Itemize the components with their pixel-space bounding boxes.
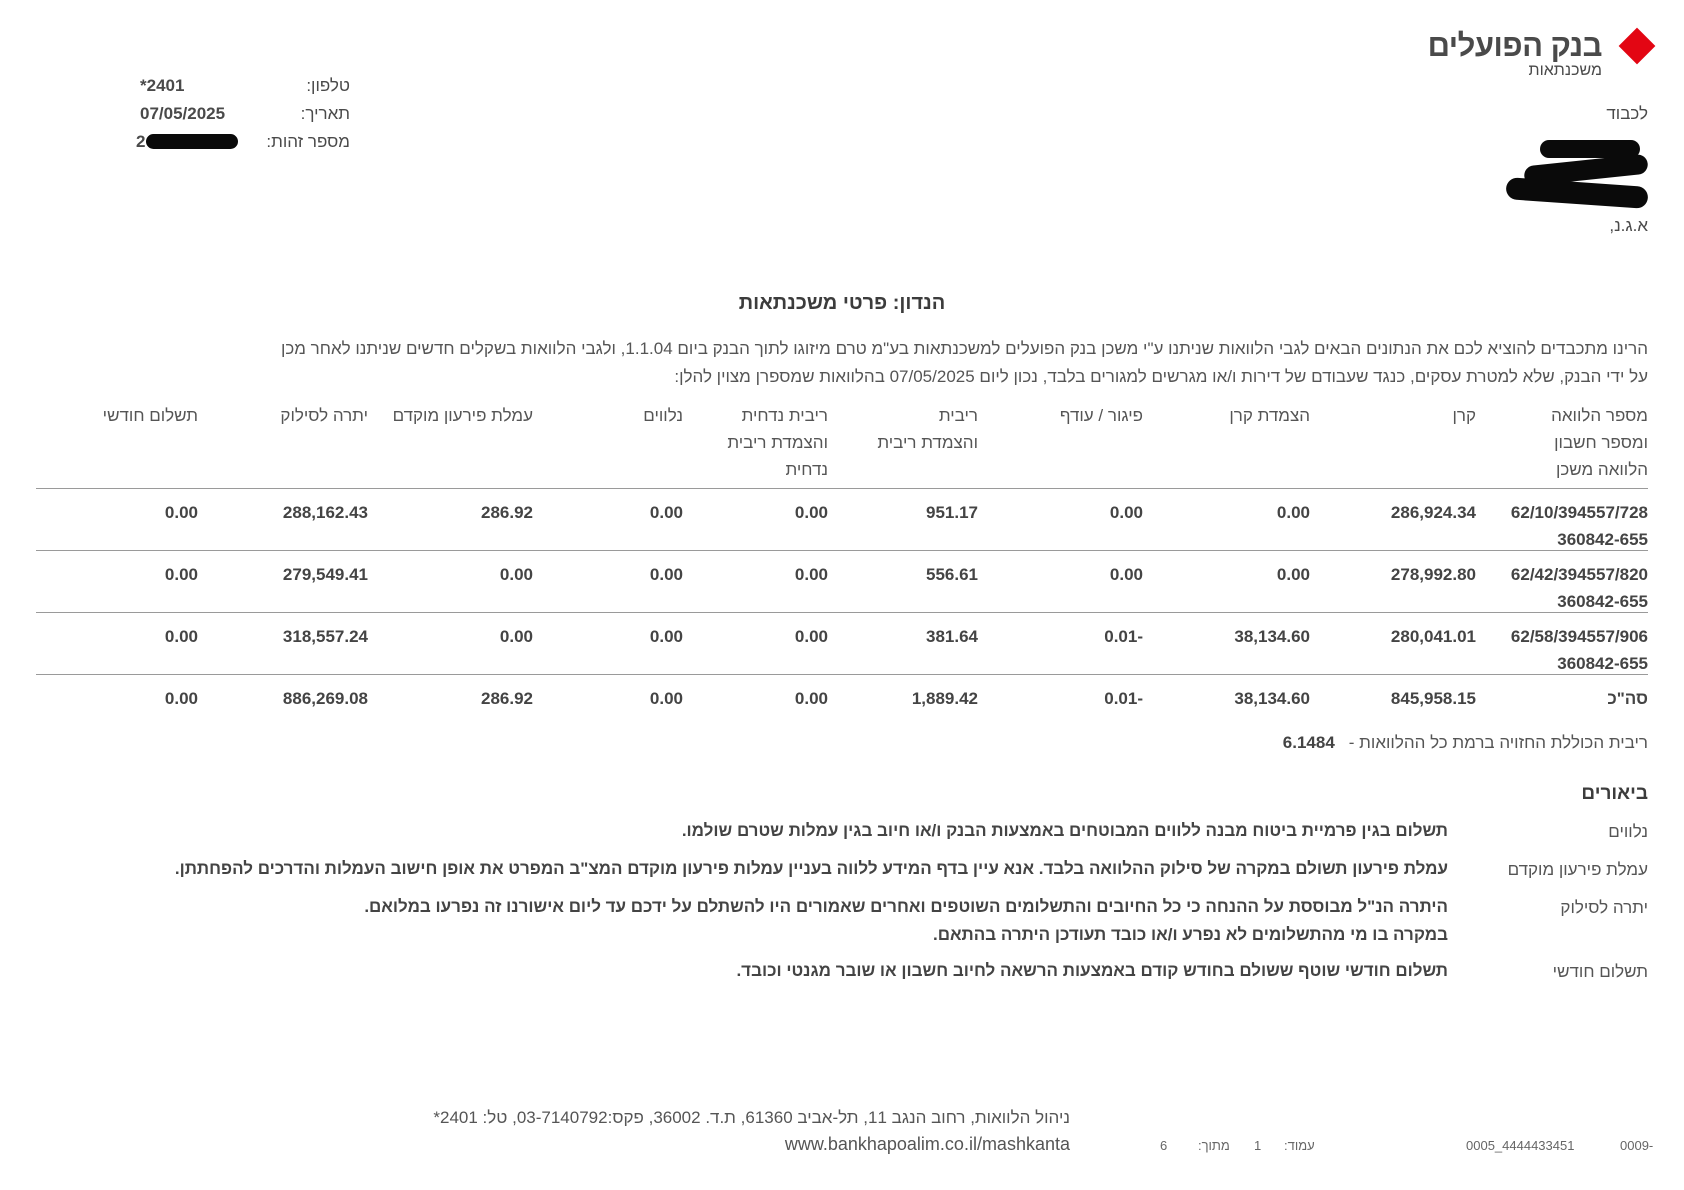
table-body xyxy=(36,489,1648,719)
column-header xyxy=(383,402,533,429)
column-header xyxy=(828,402,978,456)
total-row xyxy=(36,675,1648,719)
explanation-definition xyxy=(68,893,1448,949)
table-cell: 38,134.60 xyxy=(1234,627,1310,646)
total-label: סה"כ xyxy=(1607,689,1648,708)
salutation: לכבוד xyxy=(1606,104,1648,123)
explanation-definition xyxy=(68,957,1448,985)
table-cell: 286.92 xyxy=(481,503,533,522)
total-rate xyxy=(1283,733,1648,753)
column-header xyxy=(38,402,198,429)
total-cell: 38,134.60 xyxy=(1234,689,1310,708)
loan-id-cell xyxy=(1478,561,1648,615)
table-cell: 0.00 xyxy=(164,627,198,646)
redacted-line xyxy=(1448,188,1648,216)
column-header xyxy=(1311,402,1476,429)
account-number: 360842-655 xyxy=(1557,592,1648,611)
column-header-line: והצמדת ריבית xyxy=(727,433,828,452)
column-header xyxy=(978,402,1143,429)
loan-id-cell xyxy=(1478,499,1648,553)
explanation-term: נלווים xyxy=(1608,822,1648,841)
total-cell: 0.00 xyxy=(794,689,828,708)
table-cell: 0.00 xyxy=(794,627,828,646)
column-header-line: ומספר חשבון xyxy=(1554,433,1648,452)
column-header xyxy=(1478,402,1648,483)
table-cell: 286,924.34 xyxy=(1390,503,1476,522)
column-header-line: הצמדת קרן xyxy=(1229,406,1310,425)
date-value: 07/05/2025 xyxy=(140,104,226,123)
table-cell: 0.00 xyxy=(1276,503,1310,522)
footer-address: ניהול הלוואות, רחוב הנגב 11, תל-אביב 61360, ת.ד. 36002, פקס:03-7140792, טל: 2401* xyxy=(433,1108,1070,1127)
definition-line: תשלום בגין פרמיית ביטוח מבנה ללווים המבוטחים באמצעות הבנק ו/או חיוב בגין עמלות שטרם שולמו. xyxy=(681,821,1448,840)
column-header xyxy=(533,402,683,429)
column-header-line: ריבית נדחית xyxy=(741,406,828,425)
column-header-line: נדחית xyxy=(785,460,828,479)
explanation-term: עמלת פירעון מוקדם xyxy=(1507,860,1648,879)
table-cell: 0.00 xyxy=(649,627,683,646)
loan-number: 62/42/394557/820 xyxy=(1510,565,1648,584)
closing: א.ג.נ, xyxy=(1609,216,1648,235)
loan-id-cell xyxy=(1478,623,1648,677)
column-header-line: יתרה לסילוק xyxy=(280,406,368,425)
doc-code: -0009 xyxy=(1620,1138,1654,1153)
table-cell: 951.17 xyxy=(926,503,978,522)
total-cell: 886,269.08 xyxy=(282,689,368,708)
table-cell: 0.00 xyxy=(164,503,198,522)
logo-subtitle: משכנתאות xyxy=(1528,62,1602,79)
table-cell: 0.00 xyxy=(794,565,828,584)
id-value: 2 xyxy=(136,132,146,151)
total-cell: 0.01- xyxy=(1104,689,1143,708)
phone-row xyxy=(140,76,350,104)
table-row xyxy=(36,551,1648,613)
table-header xyxy=(36,402,1648,489)
table-cell: 0.00 xyxy=(164,565,198,584)
definition-line: תשלום חודשי שוטף ששולם בחודש קודם באמצעות הרשאה לחיוב חשבון או שובר מגנטי וכובד. xyxy=(736,961,1448,980)
rate-value: 6.1484 xyxy=(1282,733,1335,752)
table-cell: 0.00 xyxy=(499,627,533,646)
column-header-line: עמלת פירעון מוקדם xyxy=(392,406,533,425)
table-cell: 0.00 xyxy=(794,503,828,522)
loans-table xyxy=(36,402,1648,719)
column-header-line: קרן xyxy=(1452,406,1476,425)
explanation-term: תשלום חודשי xyxy=(1552,962,1648,981)
column-header xyxy=(208,402,368,429)
table-cell: 279,549.41 xyxy=(282,565,368,584)
table-cell: 318,557.24 xyxy=(282,627,368,646)
total-cell: 0.00 xyxy=(164,689,198,708)
intro-line-2: על ידי הבנק, שלא למטרת עסקים, כנגד שעבודם של דירות ו/או מגרשים למגורים בלבד, נכון ליום 07/05/2025 בהלוואות שמספרן מצוין להלן: xyxy=(674,367,1648,386)
date-row xyxy=(140,104,350,132)
table-row xyxy=(36,613,1648,675)
doc-number: 4444433451_0005 xyxy=(1466,1138,1575,1153)
footer-url: www.bankhapoalim.co.il/mashkanta xyxy=(784,1134,1070,1154)
of-value: 6 xyxy=(1160,1138,1168,1153)
explanation-definition xyxy=(68,855,1448,883)
explanation-term: יתרה לסילוק xyxy=(1560,898,1648,917)
loan-number: 62/10/394557/728 xyxy=(1510,503,1648,522)
subject-title: הנדון: פרטי משכנתאות xyxy=(738,292,946,314)
definition-line: במקרה בו מי מהתשלומים לא נפרע ו/או כובד תעודכן היתרה בהתאם. xyxy=(932,925,1448,944)
date-label: תאריך: xyxy=(300,104,350,123)
account-number: 360842-655 xyxy=(1557,530,1648,549)
definition-line: היתרה הנ"ל מבוססת על ההנחה כי כל החיובים והתשלומים השוטפים ואחרים שאמורים היו להשתלם על ידכם עד ליום אישורנו זה נפרעו במלואם. xyxy=(364,897,1448,916)
recipient-block xyxy=(1448,104,1648,244)
table-cell: 381.64 xyxy=(926,627,978,646)
total-cell: 1,889.42 xyxy=(911,689,978,708)
explanations-title: ביאורים xyxy=(1581,783,1648,804)
page-value: 1 xyxy=(1254,1138,1262,1153)
total-cell: 286.92 xyxy=(481,689,533,708)
id-row xyxy=(136,132,350,160)
table-cell: 556.61 xyxy=(926,565,978,584)
column-header-line: פיגור / עודף xyxy=(1059,406,1143,425)
table-cell: 0.00 xyxy=(1109,565,1143,584)
column-header-line: מספר הלוואה xyxy=(1551,406,1648,425)
id-label: מספר זהות: xyxy=(266,132,350,151)
table-cell: 0.00 xyxy=(1276,565,1310,584)
intro-paragraph xyxy=(208,335,1648,391)
table-cell: 0.00 xyxy=(499,565,533,584)
intro-line-1: הרינו מתכבדים להוציא לכם את הנתונים הבאים לגבי הלוואות שניתנו ע"י משכן בנק הפועלים למשכנתאות בע"מ טרם מיזוגו לתוך הבנק ביום 1.1.04, ולגבי הלוואות בשקלים חדשים שניתנו לאחר מכן xyxy=(280,339,1648,358)
loan-number: 62/58/394557/906 xyxy=(1510,627,1648,646)
table-cell: 278,992.80 xyxy=(1390,565,1476,584)
column-header xyxy=(1145,402,1310,429)
table-cell: 288,162.43 xyxy=(282,503,368,522)
total-cell: 845,958.15 xyxy=(1390,689,1476,708)
phone-value: *2401 xyxy=(140,76,185,95)
table-cell: 0.00 xyxy=(649,565,683,584)
column-header xyxy=(688,402,828,483)
total-cell: 0.00 xyxy=(649,689,683,708)
column-header-line: נלווים xyxy=(643,406,683,425)
definition-line: עמלת פירעון תשולם במקרה של סילוק ההלוואה בלבד. אנא עיין בדף המידע ללווה בעניין עמלות פירעון מוקדם המצ"ב המפרט את אופן חישוב העמלות והדרכים להפחתתן. xyxy=(174,859,1448,878)
rate-label: ריבית הכוללת החזויה ברמת כל ההלוואות - xyxy=(1348,733,1648,752)
account-number: 360842-655 xyxy=(1557,654,1648,673)
column-header-line: תשלום חודשי xyxy=(102,406,198,425)
logo-name: בנק הפועלים xyxy=(1427,28,1602,63)
phone-label: טלפון: xyxy=(306,76,350,95)
column-header-line: ריבית xyxy=(938,406,978,425)
info-block xyxy=(136,76,350,160)
table-cell: 0.00 xyxy=(649,503,683,522)
explanation-definition xyxy=(68,817,1448,845)
table-cell: 280,041.01 xyxy=(1390,627,1476,646)
redaction-mark xyxy=(146,134,238,149)
column-header-line: הלוואה משכן xyxy=(1555,460,1648,479)
page-label: עמוד: xyxy=(1284,1138,1315,1153)
table-cell: 0.00 xyxy=(1109,503,1143,522)
bank-logo xyxy=(1427,24,1660,84)
column-header-line: והצמדת ריבית xyxy=(877,433,978,452)
of-label: מתוך: xyxy=(1198,1138,1230,1153)
table-row xyxy=(36,489,1648,551)
table-cell: 0.01- xyxy=(1104,627,1143,646)
logo-diamond-icon xyxy=(1619,28,1656,65)
